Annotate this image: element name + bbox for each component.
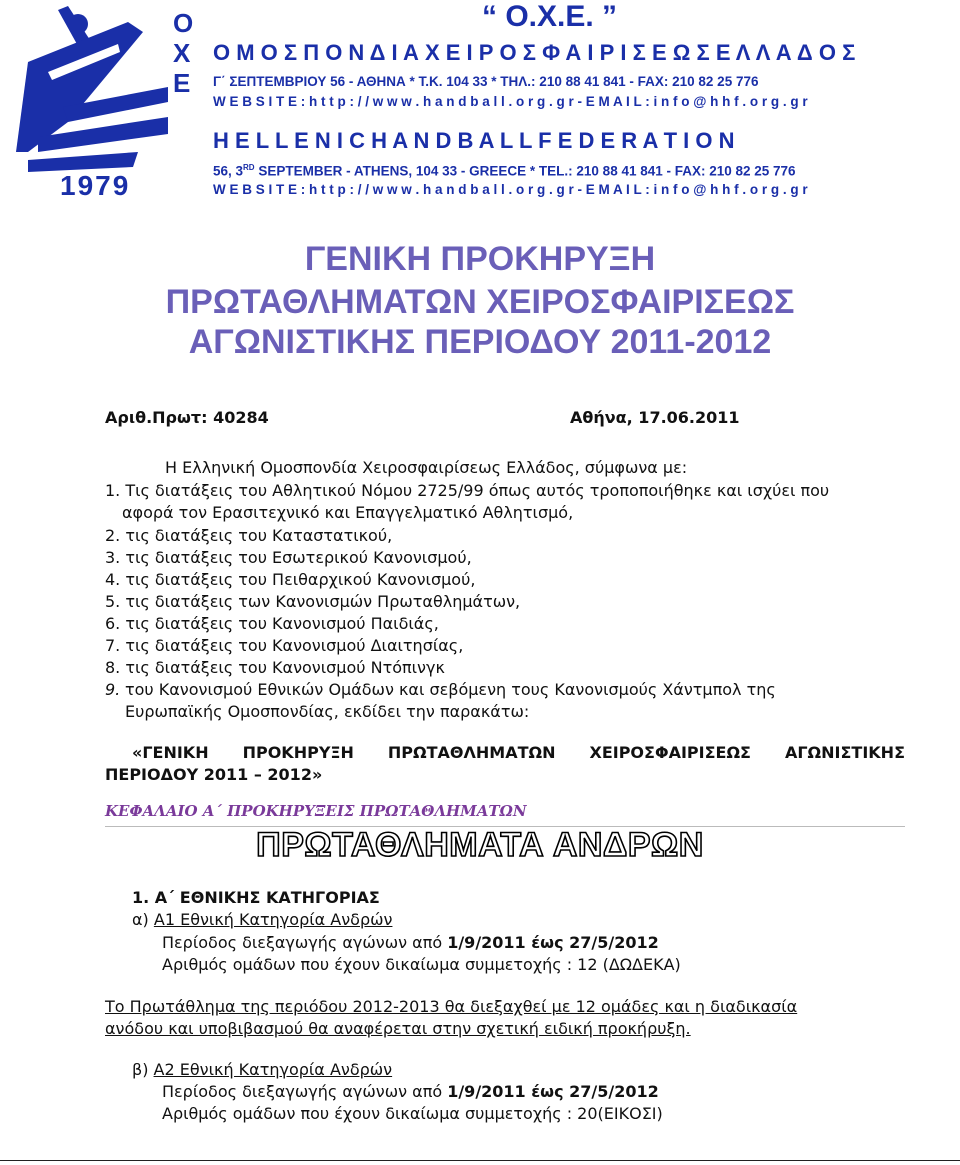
proclamation-word: «ΓΕΝΙΚΗ [132, 743, 209, 762]
a1-period [162, 933, 659, 952]
category-heading: 1. Α΄ ΕΘΝΙΚΗΣ ΚΑΤΗΓΟΡΙΑΣ [132, 888, 380, 907]
note-line-1: Το Πρωτάθλημα της περιόδου 2012-2013 θα διεξαχθεί με 12 ομάδες και η διαδικασία [105, 997, 798, 1016]
list-item: 3. τις διατάξεις του Εσωτερικού Κανονισμού, [105, 548, 472, 567]
a1-teams: Αριθμός ομάδων που έχουν δικαίωμα συμμετοχής : 12 (ΔΩΔΕΚΑ) [162, 955, 681, 974]
address-english [213, 163, 796, 179]
page-title-line-3: ΑΓΩΝΙΣΤΙΚΗΣ ΠΕΡΙΟΔΟΥ 2011-2012 [188, 323, 772, 361]
note-line-2: ανόδου και υποβιβασμού θα αναφέρεται στην σχετική ειδική προκήρυξη. [105, 1019, 691, 1038]
intro-text: Η Ελληνική Ομοσπονδία Χειροσφαιρίσεως Ελλάδος, σύμφωνα με: [165, 458, 688, 477]
list-item: 7. τις διατάξεις του Κανονισμού Διαιτησίας, [105, 636, 464, 655]
a2-heading [132, 1060, 392, 1079]
handball-player-logo-icon [8, 2, 173, 172]
proclamation-line-1 [132, 743, 905, 762]
federation-name-greek: Ο Μ Ο Σ Π Ο Ν Δ Ι Α Χ Ε Ι Ρ Ο Σ Φ Α Ι Ρ Ι Σ Ε Ω Σ Ε Λ Λ Α Δ Ο Σ [213, 40, 856, 65]
a2-period-label: Περίοδος διεξαγωγής αγώνων από [162, 1082, 448, 1101]
a2-period-value: 1/9/2011 έως 27/5/2012 [447, 1082, 659, 1101]
list-item: 5. τις διατάξεις των Κανονισμών Πρωταθλημάτων, [105, 592, 521, 611]
list-item: 2. τις διατάξεις του Καταστατικού, [105, 526, 393, 545]
proclamation-word: ΠΡΩΤΑΘΛΗΜΑΤΩΝ [387, 743, 556, 762]
proclamation-word: ΠΡΟΚΗΡΥΞΗ [242, 743, 354, 762]
a1-period-label: Περίοδος διεξαγωγής αγώνων από [162, 933, 448, 952]
federation-name-english: H E L L E N I C H A N D B A L L F E D E R A T I O N [213, 128, 735, 153]
federation-logo [8, 2, 208, 207]
list-item: 6. τις διατάξεις του Κανονισμού Παιδιάς, [105, 614, 439, 633]
list-item-9-line-2: Ευρωπαϊκής Ομοσπονδίας, εκδίδει την παρακάτω: [125, 702, 530, 721]
logo-letter-o: Ο [173, 8, 194, 38]
a2-name: Α2 Εθνική Κατηγορία Ανδρών [153, 1060, 393, 1079]
place-date: Αθήνα, 17.06.2011 [570, 408, 740, 427]
list-item-9-number: 9. [105, 680, 121, 699]
a2-teams: Αριθμός ομάδων που έχουν δικαίωμα συμμετοχής : 20(ΕΙΚΟΣΙ) [162, 1104, 663, 1123]
proclamation-word: ΑΓΩΝΙΣΤΙΚΗΣ [784, 743, 905, 762]
logo-letter-x: Χ [173, 38, 191, 68]
logo-letter-e: Ε [173, 68, 191, 98]
list-item: 8. τις διατάξεις του Κανονισμού Ντόπινγκ [105, 658, 445, 677]
section-title: ΠΡΩΤΑΘΛΗΜΑΤΑ ΑΝΔΡΩΝ [256, 826, 704, 864]
address-english-post: SEPTEMBER - ATHENS, 104 33 - GREECE * TEL.: 210 88 41 841 - FAX: 210 82 25 776 [254, 163, 796, 179]
a1-prefix: α) [132, 910, 154, 929]
page-title-line-1: ΓΕΝΙΚΗ ΠΡΟΚΗΡΥΞΗ [304, 240, 656, 278]
website-greek: W E B S I T E : h t t p : / / w w w . h a n d b a l l . o r g . g r - E M A I L : i n f o @ h h f . o r g . g r [213, 94, 808, 109]
proclamation-word: ΧΕΙΡΟΣΦΑΙΡΙΣΕΩΣ [589, 743, 751, 762]
website-english: W E B S I T E : h t t p : / / w w w . h a n d b a l l . o r g . g r - E M A I L : i n f o @ h h f . o r g . g r [213, 182, 808, 197]
list-item: 4. τις διατάξεις του Πειθαρχικού Κανονισμού, [105, 570, 476, 589]
acronym-title: “ Ο.Χ.Ε. ” [482, 0, 618, 33]
a1-name: Α1 Εθνική Κατηγορία Ανδρών [153, 910, 393, 929]
logo-year: 1979 [60, 170, 131, 201]
list-item: αφορά τον Ερασιτεχνικό και Επαγγελματικό Αθλητισμό, [122, 503, 574, 522]
a2-prefix: β) [132, 1060, 154, 1079]
a2-period [162, 1082, 659, 1101]
a1-period-value: 1/9/2011 έως 27/5/2012 [447, 933, 659, 952]
list-item: 1. Τις διατάξεις του Αθλητικού Νόμου 2725/99 όπως αυτός τροποποιήθηκε και ισχύει που [105, 481, 830, 500]
page-title-line-2: ΠΡΩΤΑΘΛΗΜΑΤΩΝ ΧΕΙΡΟΣΦΑΙΡΙΣΕΩΣ [165, 283, 795, 321]
page-bottom-rule [0, 1160, 960, 1161]
list-item-9-line-1: του Κανονισμού Εθνικών Ομάδων και σεβόμενη τους Κανονισμούς Χάντμπολ της [125, 680, 776, 699]
a1-heading [132, 910, 392, 929]
address-english-pre: 56, 3 [213, 163, 244, 179]
protocol-number: Αριθ.Πρωτ: 40284 [105, 408, 269, 427]
address-english-sup: RD [243, 163, 255, 172]
proclamation-line-2: ΠΕΡΙΟΔΟΥ 2011 – 2012» [105, 765, 323, 784]
chapter-heading: ΚΕΦΑΛΑΙΟ Α΄ ΠΡΟΚΗΡΥΞΕΙΣ ΠΡΩΤΑΘΛΗΜΑΤΩΝ [105, 802, 527, 820]
address-greek: Γ΄ ΣΕΠΤΕΜΒΡΙΟΥ 56 - ΑΘΗΝΑ * Τ.Κ. 104 33 * ΤΗΛ.: 210 88 41 841 - FAX: 210 82 25 776 [213, 74, 759, 89]
